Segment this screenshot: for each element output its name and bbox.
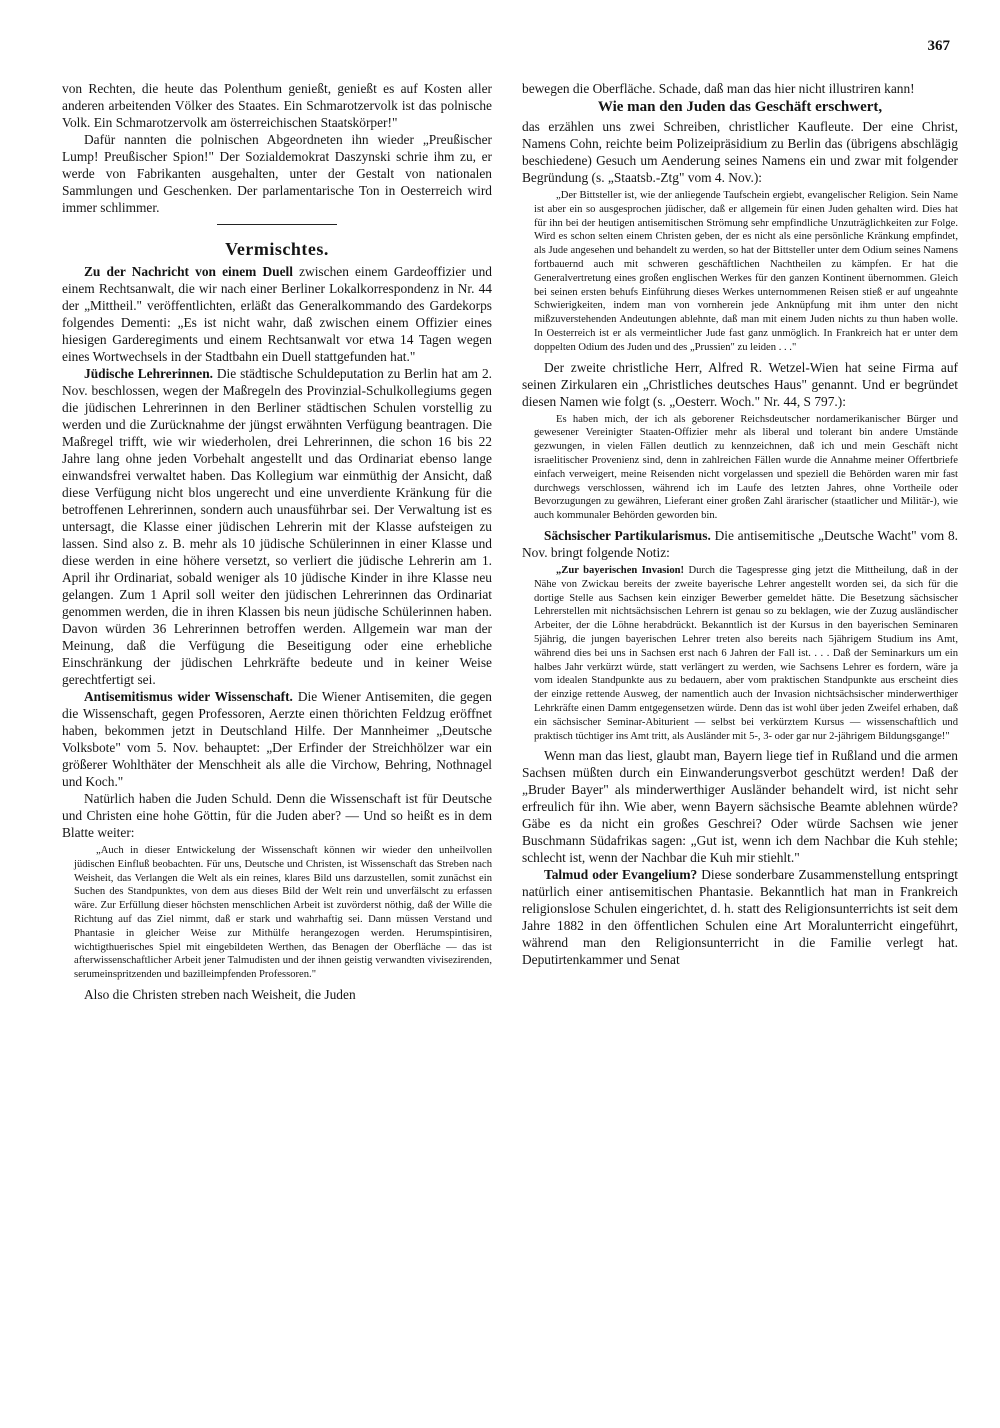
paragraph: Dafür nannten die polnischen Abgeordneten ihn wieder „Preußischer Lump! Preußischer Spion!" Der Sozialdemokrat Daszynski schrie ihm zu, er werde von Fabrikanten ausgehalten, unter der Gestalt von nationalen Sammlungen und Geschenken. Der parlamentarische Ton in Oesterreich wird immer schlimmer.: [62, 132, 492, 215]
page-number: 367: [927, 38, 950, 54]
quote-text: Durch die Tagespresse ging jetzt die Mittheilung, daß in der Nähe von Zwickau bereits der zweite bayerische Lehrer angestellt worden sei, da sich für die dortige Stelle aus Sachsen kein einziger Bewerber gemeldet hätte. Die Besetzung sächsischer Lehrerstellen mit nichtsächsischen Lehrern ist genau so zu beklagen, wie der Zuzug ausländischer Arbeiter, der die Löhne herabdrückt. Bekanntlich ist der Kursus in den bayerischen Seminaren 5jährig, die jungen bayerischen Lehrer treten also bereits nach 5jährigem Studium ins Amt, während dies bei uns in Sachsen erst nach 6 Jahren der Fall ist. . . . Daß der Seminarkurs um ein halbes Jahr verkürzt würde, statt verlängert zu werden, wie Sachsens Lehrer es fordern, wäre ja vom idealen Standpunkte aus zu bedauern, aber vom praktischen Standpunkte aus erscheint dies der einzige rettende Ausweg, der namentlich auch der Invasion nichtsächsischer minderwerthiger Lehrkräfte einen Damm entgegensetzen würde. Denn das ist wohl über jeden Zweifel erhaben, daß ein sächsischer Seminar-Abiturient — selbst bei verkürztem Kursus — wissenschaftlich und praktisch tüchtiger ins Amt tritt, als Ausländer mit 5-, 3- oder gar nur 2-jährigem Bildungsgange!": [534, 564, 958, 742]
quote-block: Es haben mich, der ich als geborener Reichsdeutscher nordamerikanischer Bürger und gewesener Vereinigter Staaten-Offizier mehr als liberal und tolerant bin andere Umstände gezwungen, in vielen Fällen deutlich zu kennzeichnen, daß ich und mein Geschäft nicht israelitischer Provenienz sind, denn in zahlreichen Fällen wurde die Annahme meiner Offertbriefe einfach verweigert, meine Reisenden nicht vorgelassen und speziell die Behörden waren mir fast durchwegs verschlossen, während ich im Laufe des letzten Jahres, ohne Vortheile oder Bevorzugungen zu gewähren, Lieferant einer großen Zahl ärarischer (staatlicher und Militär-), wie auch kommunaler Behörden geworden bin.: [534, 413, 958, 522]
article-text: Die Wiener Antisemiten, die gegen die Wissenschaft, gegen Professoren, Aerzte einen thörichten Feldzug eröffnet haben, bekommen jetzt in Deutschland Hilfe. Der Mannheimer „Deutsche Volksbote" vom 5. Nov. behauptet: „Der Erfinder der Streichhölzer war ein größerer Wohlthäter der Menschheit als alle die Virchow, Behring, Nothnagel und Koch.": [62, 689, 492, 789]
article-heading: Sächsischer Partikularismus.: [544, 527, 711, 543]
article-duell: [62, 263, 492, 365]
quote-heading: „Zur bayerischen Invasion!: [556, 564, 685, 576]
article-text: Die antisemitische „Deutsche Wacht" vom 8. Nov. bringt folgende Notiz:: [522, 527, 958, 560]
article-heading: Antisemitismus wider Wissenschaft.: [84, 689, 293, 704]
paragraph: Der zweite christliche Herr, Alfred R. Wetzel-Wien hat seine Firma auf seinen Zirkularen ein „Christliches deutsches Haus" genannt. Und er begründet diesen Namen wie folgt (s. „Oesterr. Woch." Nr. 44, S 797.):: [522, 359, 958, 409]
quote-block: „Der Bittsteller ist, wie der anliegende Taufschein ergiebt, evangelischer Religion. Sein Name ist aber ein so ausgesprochen jüdischer, daß er allgemein für einen Juden gehalten wird. Dies hat für ihn bei der heutigen antisemitischen Strömung sehr empfindliche Unzuträglichkeiten zur Folge. Wird es schon selten einem Christen geben, der es nicht als eine persönliche Kränkung empfindet, als Jude angesehen und behandelt zu werden, so hat der Bittsteller unter dem Odium seines Namens fortbauernd auch mit schweren geschäftlichen Nachtheilen zu kämpfen. Er hat die Generalvertretung eines großen englischen Werkes für den ganzen Kontinent übernommen. Gleich bei seinen ersten behufs Einführung dieses Werkes unternommenen Reisen stieß er auf ungeahnte Schwierigkeiten, indem man von vornherein jede Anknüpfung mit ihm unter den nicht mißzuverstehenden Andeutungen ablehnte, daß man mit einem Juden nichts zu thun haben wolle. In Oesterreich ist er als vermeintlicher Jude fast ganz unmöglich. In Frankreich hat er unter dem doppelten Odium des Juden und des „Prussien" zu leiden . . .": [534, 190, 958, 353]
article-talmud: [522, 866, 958, 968]
paragraph: bewegen die Oberfläche. Schade, daß man das hier nicht illustriren kann!: [522, 81, 915, 96]
paragraph: von Rechten, die heute das Polenthum genießt, genießt es auf Kosten aller anderen arbeitenden Völker des Staates. Ein Schmarotzervolk ist das polnische Volk. Ein Schmarotzervolk am österreichischen Staatskörper!": [62, 81, 492, 130]
article-antisemitismus: [62, 688, 492, 790]
article-text: das erzählen uns zwei Schreiben, christlicher Kaufleute. Der eine Christ, Namens Cohn, reichte beim Polizeipräsidium zu Berlin das (übrigens abschlägig beschiedene) Gesuch um Aenderung seines Namens ein und zwar mit folgender Begründung (s. „Staatsb.-Ztg" vom 4. Nov.):: [522, 119, 958, 185]
article-heading: Wie man den Juden das Geschäft erschwert,: [597, 99, 883, 115]
paragraph: Wenn man das liest, glaubt man, Bayern liege tief in Rußland und die armen Sachsen müßten durch ein Einwanderungsverbot geschützt werden! Daß der „Bruder Bayer" als minderwerthiger Ausländer behandelt wird, ist nicht sehr erfreulich für ihn. Wie aber, wenn Bayern sächsische Beamte ablehnen würde? Gäbe es da nicht ein großes Geschrei? Oder würde Sachsen wie jener Buschmann Südafrikas sagen: „Gut ist, wenn ich dem Nachbar die Kuh stehle; schlecht ist, wenn der Nachbar die Kuh mir stiehlt.": [522, 748, 958, 866]
article-heading: Zu der Nachricht von einem Duell: [84, 264, 293, 279]
article-text: zwischen einem Gardeoffizier und einem Rechtsanwalt, die wir nach einer Berliner Lokalkorrespondenz in Nr. 44 der „Mittheil." veröffentlichten, erläßt das Generalkommando des Gardekorps folgendes Dementi: „Es ist nicht wahr, daß zwischen einem Offizier eines hiesigen Garderegiments und einem Rechtsanwalt vor etwa 14 Tagen wegen eines Wortwechsels in der Stadtbahn ein Duell stattgefunden hat.": [62, 264, 492, 364]
right-column: [522, 80, 958, 968]
section-title: Vermischtes.: [225, 239, 329, 259]
article-text: Diese sonderbare Zusammenstellung entspringt natürlich einer antisemitischen Phantasie. Bekanntlich hat man in Frankreich religionslose Schulen eingerichtet, d. h. statt des Religionsunterrichts ist seit dem Jahre 1882 in den öffentlichen Schulen eine Art Moralunterricht eingeführt, während man den Religionsunterricht in die Familie verlegt hat. Deputirtenkammer und Senat: [522, 867, 959, 968]
quote-block: [522, 564, 958, 743]
paragraph: Natürlich haben die Juden Schuld. Denn die Wissenschaft ist für Deutsche und Christen eine hohe Göttin, für die Juden aber? — Und so heißt es in dem Blatte weiter:: [62, 791, 492, 840]
article-sachsen: [522, 527, 958, 561]
article-lehrerinnen: [62, 365, 492, 688]
quote-block: „Auch in dieser Entwickelung der Wissenschaft können wir wieder den unheilvollen jüdischen Einfluß beobachten. Für uns, Deutsche und Christen, ist Wissenschaft das Streben nach Weisheit, das Verlangen die Welt als ein reines, klares Bild uns darzustellen, somit zunächst ein Suchen des Standpunktes, von dem aus dieses Bild der Welt rein und unverfälscht zu erfassen wäre. Zur Erfüllung dieser höchsten menschlichen Arbeit ist zuvörderst nöthig, daß der Wille die Richtung auf das Ziel nimmt, daß er stark und wahrhaftig sei. Dann müssen Verstand und Phantasie in gleicher Weise zur Mithülfe herangezogen werden. Herumspintisiren, wichtigthuerisches Spiel mit eingebildeten Werthen, das Benagen der Oberfläche — das ist afterwissenschaftlicher Arbeit jener Talmudisten und der ihnen geistig verwandten vivisezirenden, serumeinspritzenden und bazilleimpfenden Professoren.": [74, 845, 492, 981]
paragraph: Also die Christen streben nach Weisheit, die Juden: [84, 986, 356, 1002]
article-heading: Jüdische Lehrerinnen.: [84, 366, 213, 381]
divider: [217, 224, 337, 225]
article-text: Die städtische Schuldeputation zu Berlin hat am 2. Nov. beschlossen, wegen der Maßregeln des Provinzial-Schulkollegiums gegen die jüdischen Lehrerinnen in den Berliner städtischen Schulen vorstellig zu werden und die Zurücknahme der jüngst erwähnten Verfügung beantragen. Die Maßregel trifft, wie wir wiederholen, drei Lehrerinnen, die schon 16 bis 22 Jahre lang ohne jeden Vorbehalt angestellt und das Ordinariat ebenso lange einwandsfrei verwaltet haben. Das Kollegium war einmüthig der Ansicht, daß diese Verfügung nicht blos ungerecht und eine unverdiente Kränkung für die betroffenen Lehrerinnen, sondern auch unausführbar sei. Der Verwaltung ist es untersagt, die Klasse einer jüdischen Lehrerin mit der Klasse aufsteigen zu lassen. Sind also z. B. mehr als 10 jüdische Schülerinnen in einer Klasse und diese werden in eine höhere versetzt, so verliert die jüdische Lehrerin am 1. April ihr Ordinariat, sobald weniger als 10 jüdische Kinder in ihre Klasse neu gelangen. Zum 1 April soll weiter den jüdischen Lehrerinnen das Ordinariat genommen werden, die in ihren Klassen bis neun jüdische Schülerinnen haben. Davon würden 36 Lehrerinnen betroffen werden. Allgemein war man der Meinung, daß die Verfügung die Beseitigung oder eine erhebliche Einschränkung der jüdischen Lehrkräfte bedeute und in keiner Weise gerechtfertigt sei.: [62, 366, 493, 687]
article-heading: Talmud oder Evangelium?: [544, 867, 698, 883]
left-column: [62, 80, 492, 1003]
